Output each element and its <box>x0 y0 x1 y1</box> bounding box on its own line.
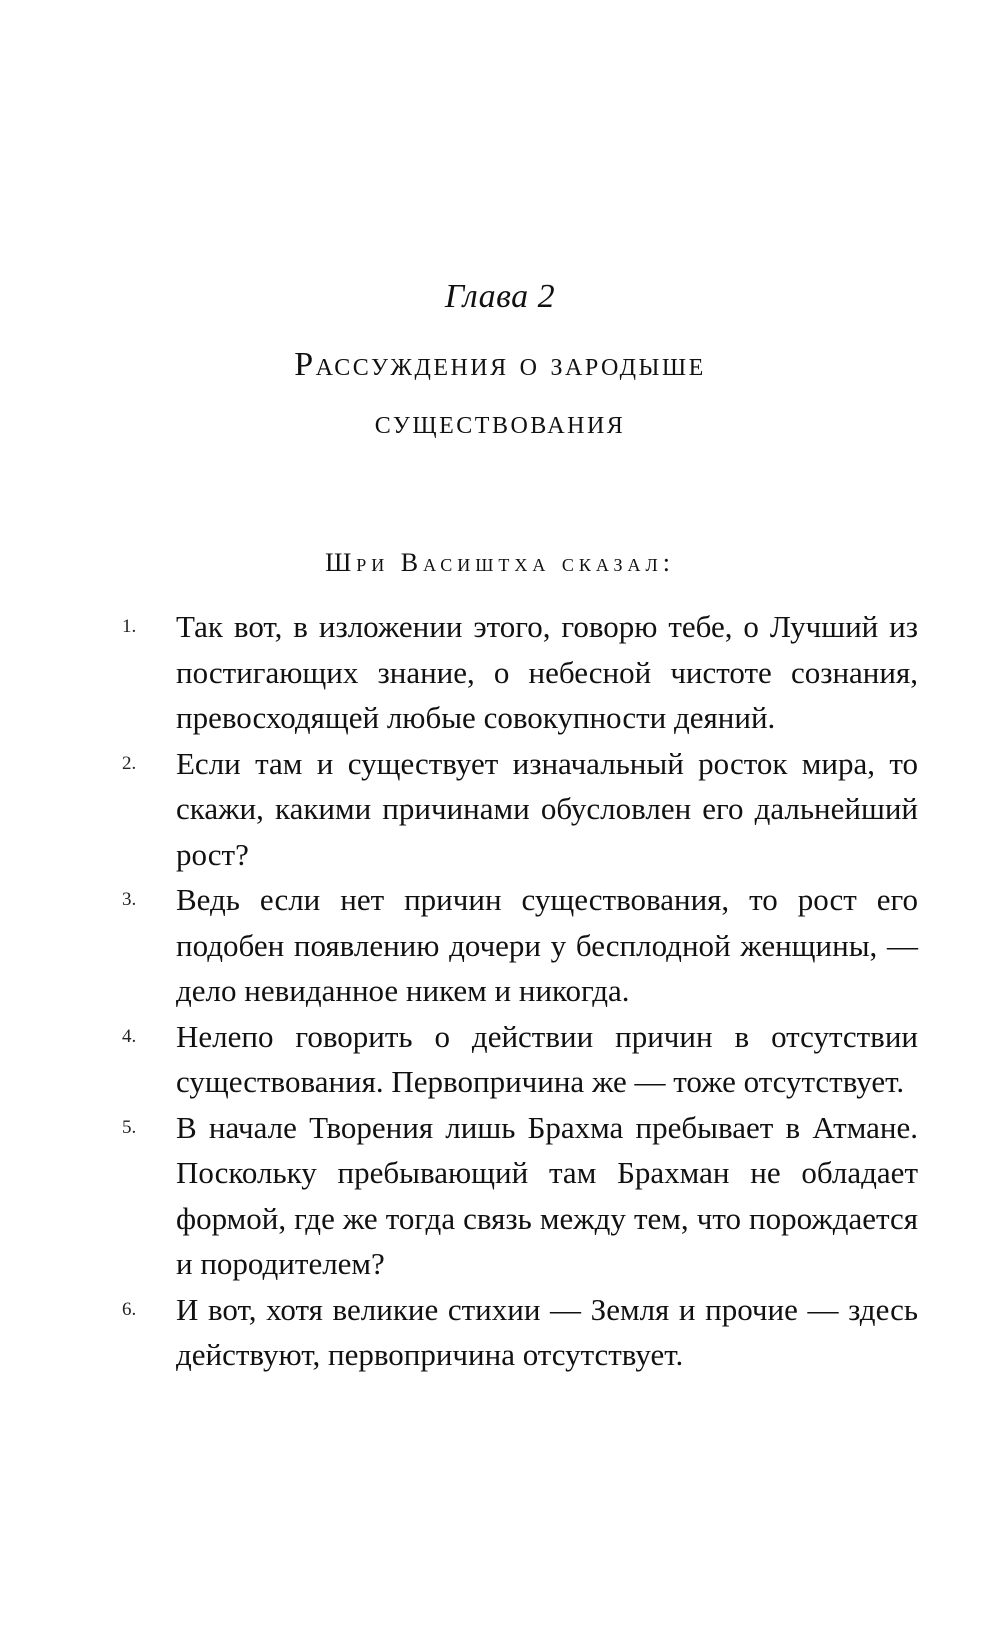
verse-text: И вот, хотя великие стихии — Земля и прочие — здесь действуют, первопричина отсутствует. <box>176 1291 918 1372</box>
verse-number: 6. <box>122 1298 137 1320</box>
verse-number: 4. <box>122 1025 137 1047</box>
verse-text: Если там и существует изначальный росток мира, то скажи, какими причинами обусловлен его дальнейший рост? <box>176 745 918 872</box>
chapter-title <box>0 336 1000 452</box>
verse-number: 2. <box>122 752 137 774</box>
verse-number: 5. <box>122 1116 137 1138</box>
verse-item <box>0 877 918 1014</box>
speaker-heading: Шри Васиштха сказал: <box>325 548 675 577</box>
chapter-title-line-2: существования <box>374 404 626 441</box>
verse-text: Ведь если нет причин существования, то рост его подобен появлению дочери у бесплодной женщины, — дело невиданное никем и никогда. <box>176 882 918 1008</box>
verse-item <box>0 604 918 741</box>
verse-item <box>0 741 918 878</box>
verse-number: 1. <box>122 616 137 637</box>
verse-list <box>0 604 1000 1378</box>
chapter-label: Глава 2 <box>444 278 556 315</box>
verse-item <box>0 1287 918 1378</box>
verse-number: 3. <box>122 889 137 910</box>
verse-text: Так вот, в изложении этого, говорю тебе, о Лучший из постигающих знание, о небесной чистоте сознания, превосходящей любые совокупности деяний. <box>176 609 918 735</box>
verse-item <box>0 1014 918 1105</box>
verse-text: В начале Творения лишь Брахма пребывает в Атмане. Поскольку пребывающий там Брахман не обладает формой, где же тогда связь между тем, что порождается и породителем? <box>176 1109 918 1281</box>
verse-item <box>0 1105 918 1287</box>
chapter-title-line-1: Рассуждения о зародыше <box>294 346 706 383</box>
verse-text: Нелепо говорить о действии причин в отсутствии существования. Первопричина же — тоже отсутствует. <box>176 1018 918 1099</box>
